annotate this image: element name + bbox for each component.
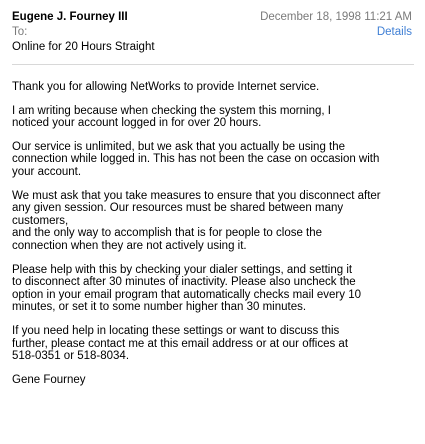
body-paragraph-contact xyxy=(12,325,415,363)
body-paragraph-thanks xyxy=(12,81,415,94)
body-line: I am writing because when checking the system this morning, I xyxy=(12,104,331,117)
to-label: To: xyxy=(12,26,28,38)
body-line: and the only way to accomplish that is for people to close the xyxy=(12,227,323,240)
body-line: further, please contact me at this email address or at our offices at xyxy=(12,337,349,350)
body-line: Thank you for allowing NetWorks to provide Internet service. xyxy=(12,81,320,93)
body-line: minutes, or set it to some number higher than 30 minutes. xyxy=(12,301,307,314)
body-line: customers, xyxy=(12,214,69,227)
body-paragraph-disconnect xyxy=(12,190,415,253)
body-line: to disconnect after 30 minutes of inactivity. Please also uncheck the xyxy=(12,276,356,289)
message-body xyxy=(12,81,415,397)
message-date: December 18, 1998 11:21 AM xyxy=(260,11,412,23)
details-link[interactable]: Details xyxy=(376,26,412,38)
message-header xyxy=(12,10,414,58)
sender-name[interactable]: Eugene J. Fourney III xyxy=(12,11,128,23)
body-line: option in your email program that automatically checks mail every 10 xyxy=(12,288,361,301)
body-line: If you need help in locating these settings or want to discuss this xyxy=(12,324,340,337)
message-subject: Online for 20 Hours Straight xyxy=(12,41,155,53)
body-line: any given session. Our resources must be shared between many xyxy=(12,202,344,215)
body-line: your account. xyxy=(12,165,82,178)
body-line: We must ask that you take measures to ensure that you disconnect after xyxy=(12,189,381,202)
signature xyxy=(12,374,415,387)
body-paragraph-reason xyxy=(12,105,415,130)
body-paragraph-settings xyxy=(12,264,415,314)
header-divider xyxy=(12,64,414,65)
body-line: Please help with this by checking your dialer settings, and setting it xyxy=(12,263,353,276)
body-line: noticed your account logged in for over 20 hours. xyxy=(12,117,262,130)
body-line: connection when they are not actively using it. xyxy=(12,239,247,252)
body-line: 518-0351 or 518-8034. xyxy=(12,350,130,363)
body-paragraph-unlimited xyxy=(12,141,415,179)
signature-name: Gene Fourney xyxy=(12,373,86,386)
body-line: connection while logged in. This has not been the case on occasion with xyxy=(12,153,380,166)
body-line: Our service is unlimited, but we ask that you actually be using the xyxy=(12,140,346,153)
